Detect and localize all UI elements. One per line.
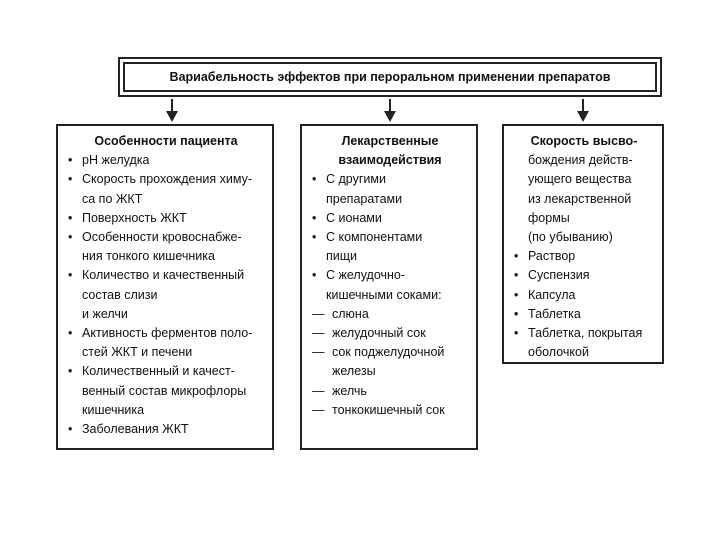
arrow-down-icon (576, 99, 590, 123)
list-item: — сок поджелудочной железы (310, 343, 470, 381)
drug-interactions-box (300, 124, 478, 450)
list-item: — желчь (310, 382, 470, 401)
arrow-down-icon (165, 99, 179, 123)
patient-features-box (56, 124, 274, 450)
column-heading: Скорость высво- (530, 134, 638, 148)
list-item: • С ионами (310, 209, 470, 228)
list-item: • Суспензия (512, 266, 656, 285)
list-item: • Раствор (512, 247, 656, 266)
list-item: • Активность ферментов поло- стей ЖКТ и печени (66, 324, 266, 362)
release-rate-box (502, 124, 664, 364)
list-item: • Капсула (512, 286, 656, 305)
list-item: • Таблетка, покрытая оболочкой (512, 324, 656, 362)
list-item: — тонкокишечный сок (310, 401, 470, 420)
list-item: • Заболевания ЖКТ (66, 420, 266, 439)
title-box (118, 57, 662, 97)
diagram-title: Вариабельность эффектов при пероральном применении препаратов (123, 62, 657, 92)
list-item: • Поверхность ЖКТ (66, 209, 266, 228)
column-heading: Лекарственные взаимодействия (338, 134, 442, 168)
list-item: • Особенности кровоснабже- ния тонкого кишечника (66, 228, 266, 266)
list-item: — слюна (310, 305, 470, 324)
list-item: • pH желудка (66, 151, 266, 170)
list-item: — желудочный сок (310, 324, 470, 343)
list-item: • С другими препаратами (310, 170, 470, 208)
list-item: • С компонентами пищи (310, 228, 470, 266)
list-item: • Количественный и качест- венный состав микрофлоры кишечника (66, 362, 266, 420)
list-item: • С желудочно- кишечными соками: (310, 266, 470, 304)
arrow-down-icon (383, 99, 397, 123)
list-item: • Скорость прохождения химу- са по ЖКТ (66, 170, 266, 208)
list-item: • Количество и качественный состав слизи и желчи (66, 266, 266, 324)
column-heading: Особенности пациента (94, 134, 238, 148)
column-subheading: бождения действ- ующего вещества из лекарственной формы (по убыванию) (528, 153, 633, 245)
list-item: • Таблетка (512, 305, 656, 324)
